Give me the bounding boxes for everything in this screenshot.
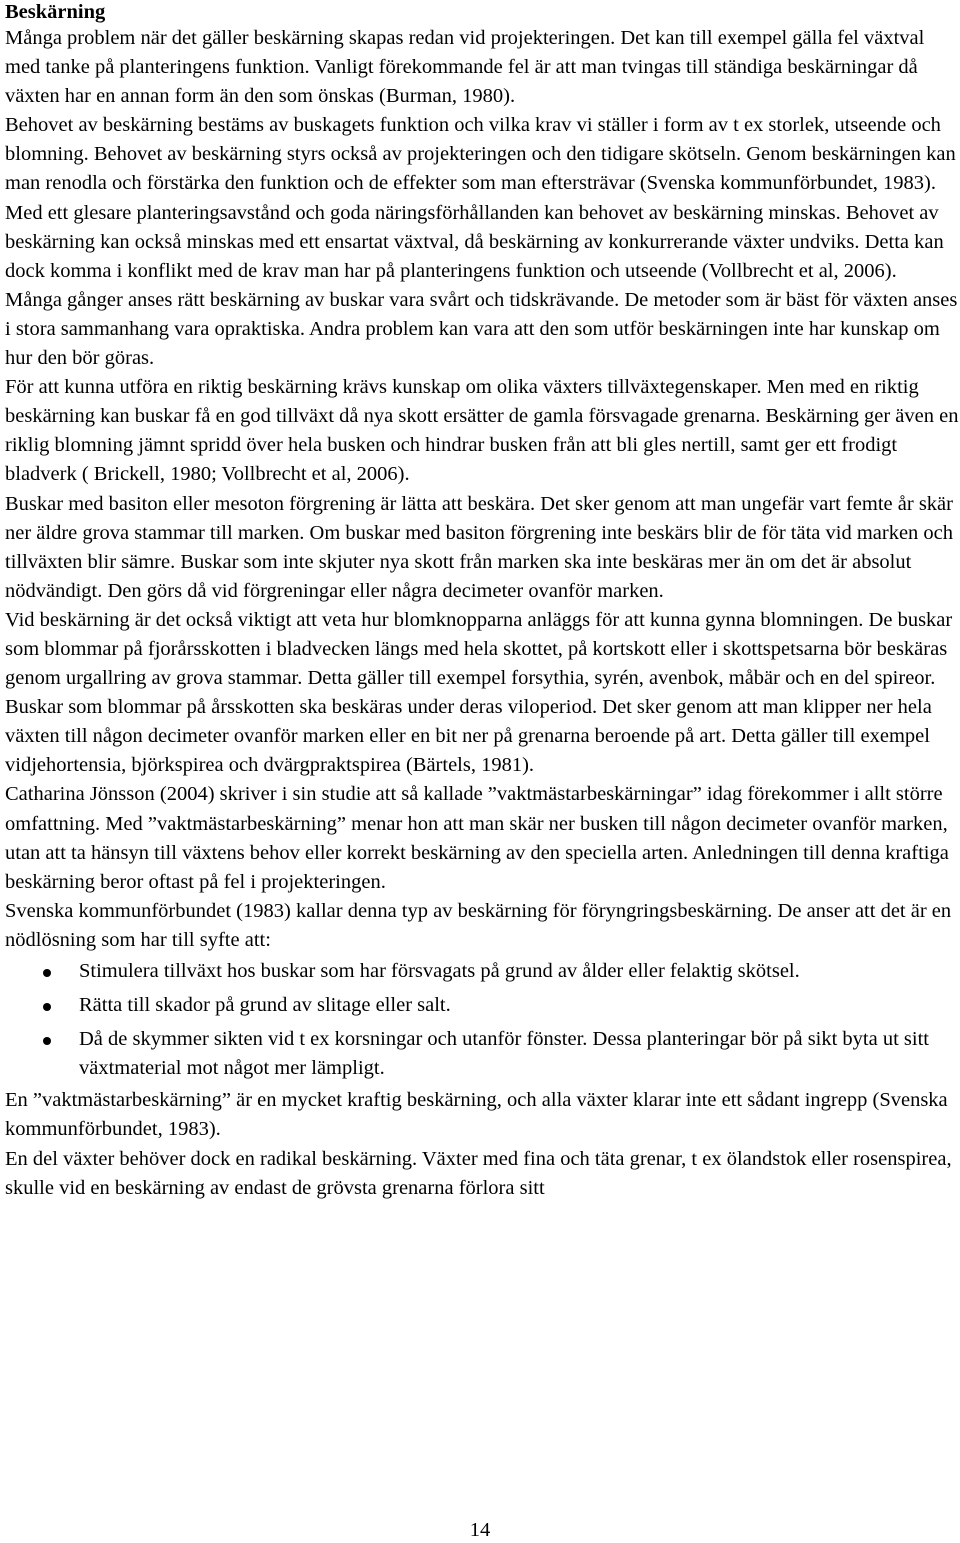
paragraph: Svenska kommunförbundet (1983) kallar denna typ av beskärning för föryngringsbeskärning. De anser att det är en nödlösning som har till syfte att: xyxy=(5,899,952,951)
list-item-text: Stimulera tillväxt hos buskar som har försvagats på grund av ålder eller felaktig skötsel. xyxy=(79,960,800,982)
page-number: 14 xyxy=(469,1519,491,1541)
bullet-icon xyxy=(43,1003,51,1011)
list-item xyxy=(5,955,960,989)
list-item xyxy=(5,1023,960,1086)
paragraph: Med ett glesare planteringsavstånd och goda näringsförhållanden kan behovet av beskärning minskas. Behovet av beskärning kan också minskas med ett ensartat växtval, då beskärning av konkurrerande växter undviks. Detta kan dock komma i konflikt med de krav man har på planteringens funktion och utseende (Vollbrecht et al, 2006). xyxy=(5,201,944,282)
paragraph: För att kunna utföra en riktig beskärning krävs kunskap om olika växters tillväxtegenskaper. Men med en riktig beskärning kan buskar få en god tillväxt då nya skott ersätter de gamla försvagade grenarna. Beskärning ger även en riklig blomning jämnt spridd över hela busken och hindrar busken från att bli gles nertill, samt ger ett frodigt bladverk ( Brickell, 1980; Vollbrecht et al, 2006). xyxy=(5,376,959,486)
paragraph: Behovet av beskärning bestäms av buskagets funktion och vilka krav vi ställer i form av t ex storlek, utseende och blomning. Behovet av beskärning styrs också av projekteringen och den tidigare skötseln. Genom beskärningen kan man renodla och förstärka den funktion och de effekter som man eftersträvar (Svenska kommunförbundet, 1983). xyxy=(5,114,956,195)
list-item-text: Rätta till skador på grund av slitage eller salt. xyxy=(79,994,451,1017)
paragraph: Buskar som blommar på årsskotten ska beskäras under deras viloperiod. Det sker genom att man klipper ner hela växten till någon decimeter ovanför marken eller en bit ner på grenarna beroende på art. Detta gäller till exempel vidjehortensia, björkspirea och dvärgpraktspirea (Bärtels, 1981). xyxy=(5,696,932,777)
list-item-text: Då de skymmer sikten vid t ex korsningar och utanför fönster. Dessa planteringar bör på sikt byta ut sitt växtmaterial mot något mer lämpligt. xyxy=(79,1028,929,1080)
paragraph: En ”vaktmästarbeskärning” är en mycket kraftig beskärning, och alla växter klarar inte ett sådant ingrepp (Svenska kommunförbundet, 1983). xyxy=(5,1089,948,1141)
paragraph: Många problem när det gäller beskärning skapas redan vid projekteringen. Det kan till exempel gälla fel växtval med tanke på planteringens funktion. Vanligt förekommande fel är att man tvingas till ständiga beskärningar då växten har en annan form än den som önskas (Burman, 1980). xyxy=(5,27,925,108)
bullet-icon xyxy=(43,1037,51,1045)
paragraph: En del växter behöver dock en radikal beskärning. Växter med fina och täta grenar, t ex ölandstok eller rosenspirea, skulle vid en beskärning av endast de grövsta grenarna förlora sitt xyxy=(5,1147,952,1199)
bullet-icon xyxy=(43,969,51,977)
paragraph: Många gånger anses rätt beskärning av buskar vara svårt och tidskrävande. De metoder som är bäst för växten anses i stora sammanhang vara opraktiska. Andra problem kan vara att den som utför beskärningen inte har kunskap om hur den bör göras. xyxy=(5,288,958,370)
paragraph: Catharina Jönsson (2004) skriver i sin studie att så kallade ”vaktmästarbeskärningar” idag förekommer i allt större omfattning. Med ”vaktmästarbeskärning” menar hon att man skär ner busken till någon decimeter ovanför marken, utan att ta hänsyn till växtens behov eller korrekt beskärning av den speciella arten. Anledningen till denna kraftiga beskärning beror oftast på fel i projekteringen. xyxy=(5,783,949,893)
paragraph: Buskar med basiton eller mesoton förgrening är lätta att beskära. Det sker genom att man ungefär vart femte år skär ner äldre grova stammar till marken. Om buskar med basiton förgrening inte beskärs blir de för täta vid marken och tillväxten blir sämre. Buskar som inte skjuter nya skott från marken ska inte beskäras mer än om det är absolut nödvändigt. Den görs då vid förgreningar eller några decimeter ovanför marken. xyxy=(5,492,954,602)
paragraph: Vid beskärning är det också viktigt att veta hur blomknopparna anläggs för att kunna gynna blomningen. De buskar som blommar på fjorårsskotten i bladvecken längs med hela skottet, på kortskott eller i skottspetsarna bör beskäras genom urgallring av grova stammar. Detta gäller till exempel forsythia, syrén, avenbok, måbär och en del spireor. xyxy=(5,608,953,690)
section-heading: Beskärning xyxy=(5,1,106,23)
bullet-list xyxy=(5,955,960,1086)
document-page xyxy=(5,0,960,1203)
list-item xyxy=(5,989,960,1023)
